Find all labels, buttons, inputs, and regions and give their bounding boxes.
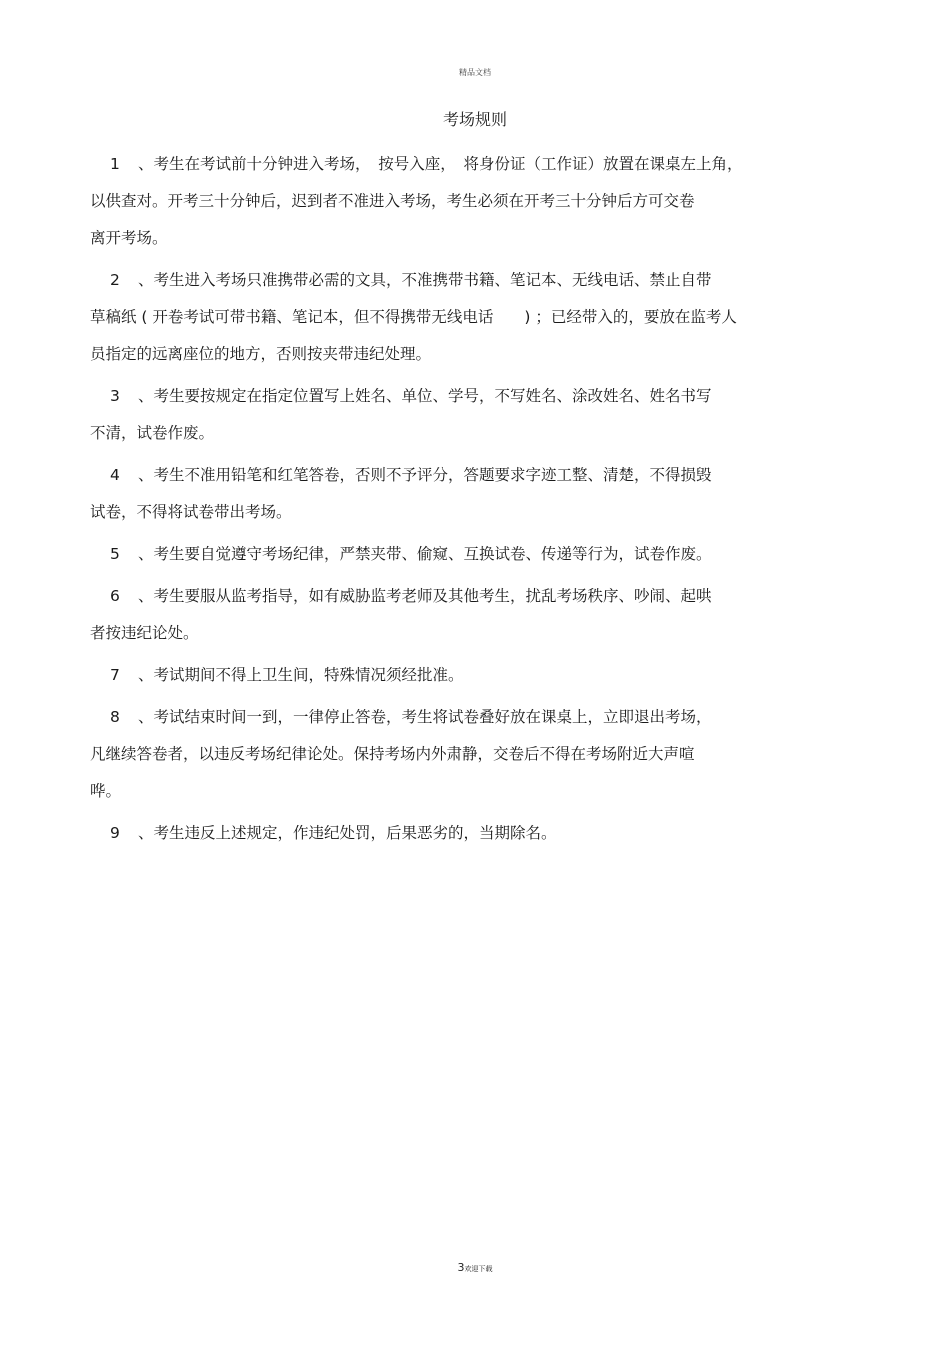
page-number: 3 — [457, 1261, 465, 1274]
rule-line — [90, 262, 850, 299]
rule-text: 、考生进入考场只准携带必需的文具，不准携带书籍、笔记本、无线电话、禁止自带 — [138, 271, 712, 289]
rule-text: 、考试结束时间一到，一律停止答卷，考生将试卷叠好放在课桌上，立即退出考场， — [138, 708, 712, 726]
rule-text: 试卷，不得将试卷带出考场。 — [90, 503, 292, 521]
rule-line — [90, 457, 850, 494]
page-title: 考场规则 — [442, 110, 507, 129]
rule-line — [90, 336, 850, 373]
rule-line — [90, 299, 850, 336]
rule-number: 8 — [110, 708, 120, 726]
rule-line — [90, 415, 850, 452]
rule-text: 、考生违反上述规定，作违纪处罚，后果恶劣的，当期除名。 — [138, 824, 557, 842]
rule-item — [90, 378, 850, 452]
rule-text: 、考生要服从监考指导，如有威胁监考老师及其他考生，扰乱考场秩序、吵闹、起哄 — [138, 587, 712, 605]
rule-text: 凡继续答卷者，以违反考场纪律论处。保持考场内外肃静，交卷后不得在考场附近大声喧 — [90, 745, 695, 763]
rule-item — [90, 536, 850, 573]
rule-line — [90, 378, 850, 415]
rule-item — [90, 815, 850, 852]
rule-text: 、考生不准用铅笔和红笔答卷，否则不予评分，答题要求字迹工整、清楚，不得损毁 — [138, 466, 712, 484]
rule-number: 7 — [110, 666, 120, 684]
rule-line — [90, 146, 850, 183]
rule-text: 、考试期间不得上卫生间，特殊情况须经批准。 — [138, 666, 464, 684]
rule-text: 、考生要按规定在指定位置写上姓名、单位、学号，不写姓名、涂改姓名、姓名书写 — [138, 387, 712, 405]
rule-line — [90, 220, 850, 257]
header-mark: 精品文档 — [459, 68, 491, 77]
rule-line — [90, 615, 850, 652]
rule-item — [90, 699, 850, 810]
rule-line — [90, 699, 850, 736]
rule-text: 者按违纪论处。 — [90, 624, 199, 642]
rule-number: 2 — [110, 271, 120, 289]
rule-text: 、考生在考试前十分钟进入考场， 按号入座， 将身份证（工作证）放置在课桌左上角， — [138, 155, 743, 173]
rule-line — [90, 773, 850, 810]
footer-text: 欢迎下载 — [464, 1265, 493, 1273]
rule-text: 哗。 — [90, 782, 122, 800]
rule-item — [90, 657, 850, 694]
rule-number: 1 — [110, 155, 120, 173]
rule-text: 员指定的远离座位的地方，否则按夹带违纪处理。 — [90, 345, 432, 363]
rule-number: 4 — [110, 466, 120, 484]
rule-item — [90, 262, 850, 373]
rule-line — [90, 494, 850, 531]
rule-text: 草稿纸 ( 开卷考试可带书籍、笔记本，但不得携带无线电话 ) ；已经带入的，要放在监考人 — [90, 308, 737, 326]
rule-line — [90, 536, 850, 573]
rule-text: 以供查对。开考三十分钟后，迟到者不准进入考场，考生必须在开考三十分钟后方可交卷 — [90, 192, 695, 210]
rule-number: 3 — [110, 387, 120, 405]
rule-line — [90, 578, 850, 615]
rule-number: 9 — [110, 824, 120, 842]
rule-text: 、考生要自觉遵守考场纪律，严禁夹带、偷窥、互换试卷、传递等行为，试卷作废。 — [138, 545, 712, 563]
rule-line — [90, 815, 850, 852]
rule-item — [90, 578, 850, 652]
rule-text: 离开考场。 — [90, 229, 168, 247]
rule-number: 5 — [110, 545, 120, 563]
rule-text: 不清，试卷作废。 — [90, 424, 215, 442]
rules-list — [90, 146, 850, 857]
rule-line — [90, 183, 850, 220]
rule-item — [90, 457, 850, 531]
rule-number: 6 — [110, 587, 120, 605]
page-footer — [0, 1261, 950, 1274]
rule-line — [90, 736, 850, 773]
rule-line — [90, 657, 850, 694]
rule-item — [90, 146, 850, 257]
